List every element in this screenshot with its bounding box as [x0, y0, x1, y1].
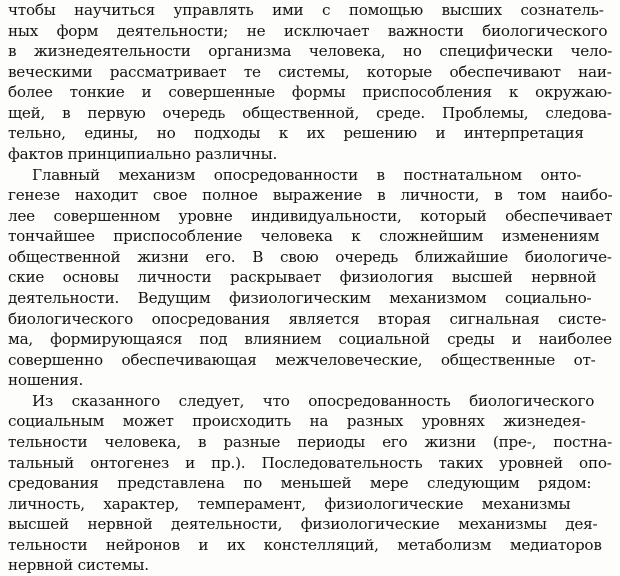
paragraph-2-line-8: биологического опосредования является вторая сигнальная систе- — [8, 309, 607, 328]
paragraph-1-line-1: чтобы научиться управлять ими с помощью высших сознатель- — [8, 1, 604, 19]
paragraph-2-line-9: ма, формирующаяся под влиянием социальной среды и наиболее — [8, 330, 612, 349]
paragraph-3-line-7: высшей нервной деятельности, физиологические механизмы дея- — [8, 515, 598, 534]
paragraph-3-line-6: личность, характер, темперамент, физиологические механизмы — [8, 494, 571, 513]
paragraph-1-line-5: более тонкие и совершенные формы приспособления к окружаю- — [8, 83, 612, 102]
paragraph-3-line-1: Из сказанного следует, что опосредованность биологического — [32, 391, 595, 410]
paragraph-2-line-3: лее совершенном уровне индивидуальности, который обеспечивает — [8, 206, 613, 225]
paragraph-3-line-8: тельности нейронов и их констелляций, метаболизм медиаторов — [8, 535, 602, 554]
paragraph-2-line-4: тончайшее приспособление человека к сложнейшим изменениям — [8, 227, 600, 246]
paragraph-3-line-3: тельности человека, в разные периоды его жизни (пре-, постна- — [8, 433, 612, 451]
paragraph-2-line-5: общественной жизни его. В свою очередь ближайшие биологиче- — [8, 247, 612, 266]
paragraph-1-line-6: щей, в первую очередь общественной, среде. Проблемы, следова- — [8, 103, 612, 122]
paragraph-2-line-2: генезе находит свое полное выражение в личности, в том наибо- — [8, 186, 613, 205]
paragraph-3-line-2: социальным может происходить на разных уровнях жизнедея- — [8, 412, 586, 431]
paragraph-2-line-1: Главный механизм опосредованности в постнатальном онто- — [32, 165, 582, 184]
paragraph-1-line-8: фактов принципиально различны. — [8, 145, 278, 163]
paragraph-3-line-4: тальный онтогенез и пр.). Последовательность таких уровней опо- — [8, 453, 612, 472]
paragraph-3-line-9: нервной системы. — [8, 556, 149, 575]
paragraph-1-line-7: тельно, едины, но подходы к их решению и интерпретация — [8, 124, 584, 143]
paragraph-1-line-2: ных форм деятельности; не исключает важности биологического — [8, 21, 608, 40]
paragraph-2-line-10: совершенно обеспечивающая межчеловеческие, общественные от- — [8, 350, 596, 369]
paragraph-1-line-3: в жизнедеятельности организма человека, но специфически чело- — [8, 42, 613, 61]
paragraph-1-line-4: веческими рассматривает те системы, которые обеспечивают наи- — [8, 62, 612, 81]
paragraph-3-line-5: средования представлена по меньшей мере следующим рядом: — [8, 474, 592, 493]
paragraph-2-line-7: деятельности. Ведущим физиологическим механизмом социально- — [8, 289, 592, 307]
paragraph-2-line-6: ские основы личности раскрывает физиология высшей нервной — [8, 268, 597, 287]
paragraph-2-line-11: ношения. — [8, 371, 84, 390]
